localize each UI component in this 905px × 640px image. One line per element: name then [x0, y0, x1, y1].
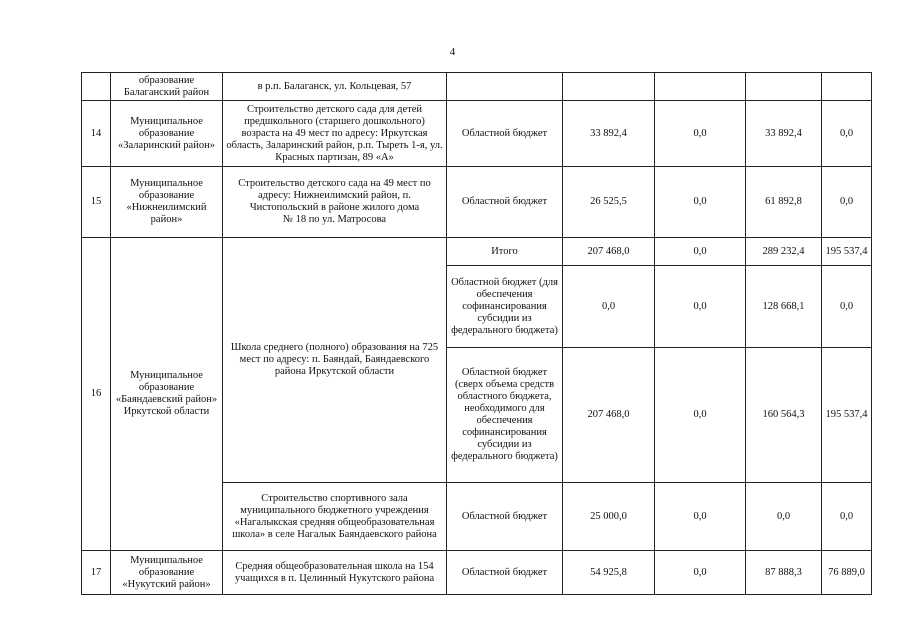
row-number-cell: 16 — [82, 238, 111, 551]
value-cell — [746, 73, 822, 101]
organization-cell: Муниципальное образование «Нукутский район» — [111, 551, 223, 595]
page-number: 4 — [449, 46, 456, 58]
value-cell: 33 892,4 — [563, 101, 655, 167]
organization-cell: Муниципальное образование «Баяндаевский район» Иркутской области — [111, 238, 223, 551]
row-number-cell: 14 — [82, 101, 111, 167]
value-cell: 61 892,8 — [746, 167, 822, 238]
value-cell — [563, 73, 655, 101]
value-cell — [655, 73, 746, 101]
value-cell: 0,0 — [655, 266, 746, 348]
object-text: Строительство детского сада на 49 мест по адресу: Нижнеилимский район, п. Чистопольский в районе жилого дома — [238, 178, 431, 213]
source-cell: Итого — [447, 238, 563, 266]
value-cell: 289 232,4 — [746, 238, 822, 266]
value-cell: 0,0 — [655, 483, 746, 551]
object-cell: Средняя общеобразовательная школа на 154 учащихся в п. Целинный Нукутского района — [223, 551, 447, 595]
object-cell — [223, 167, 447, 238]
source-cell: Областной бюджет — [447, 551, 563, 595]
organization-cell: Муниципальное образование «Нижнеилимский район» — [111, 167, 223, 238]
object-cell: в р.п. Балаганск, ул. Кольцевая, 57 — [223, 73, 447, 101]
value-cell — [822, 73, 872, 101]
value-cell: 0,0 — [822, 266, 872, 348]
source-cell: Областной бюджет — [447, 101, 563, 167]
value-cell: 0,0 — [655, 238, 746, 266]
object-cell: Строительство детского сада для детей предшкольного (старшего дошкольного) возраста на 49 мест по адресу: Иркутская область, Заларинский район, р.п. Тыреть 1-я, ул. Красных партизан, 89 «А» — [223, 101, 447, 167]
organization-cell: Муниципальное образование «Заларинский район» — [111, 101, 223, 167]
source-cell: Областной бюджет — [447, 483, 563, 551]
value-cell: 128 668,1 — [746, 266, 822, 348]
source-cell — [447, 73, 563, 101]
organization-cell: образование Балаганский район — [111, 73, 223, 101]
value-cell: 160 564,3 — [746, 348, 822, 483]
value-cell: 207 468,0 — [563, 238, 655, 266]
value-cell: 195 537,4 — [822, 238, 872, 266]
value-cell: 54 925,8 — [563, 551, 655, 595]
table-row — [82, 73, 872, 101]
value-cell: 0,0 — [822, 167, 872, 238]
value-cell: 195 537,4 — [822, 348, 872, 483]
source-cell: Областной бюджет (для обеспечения софинансирования субсидии из федерального бюджета) — [447, 266, 563, 348]
row-number-cell: 17 — [82, 551, 111, 595]
value-cell: 0,0 — [822, 101, 872, 167]
value-cell: 0,0 — [655, 348, 746, 483]
object-text: № 18 по ул. Матросова — [282, 214, 387, 225]
table-row — [82, 238, 872, 266]
value-cell: 0,0 — [746, 483, 822, 551]
object-cell: Строительство спортивного зала муниципального бюджетного учреждения «Нагалыкская средняя общеобразовательная школа» в селе Нагалык Баяндаевского района — [223, 483, 447, 551]
value-cell: 0,0 — [563, 266, 655, 348]
value-cell: 0,0 — [655, 551, 746, 595]
row-number-cell: 15 — [82, 167, 111, 238]
source-cell: Областной бюджет (сверх объема средств областного бюджета, необходимого для обеспечения софинансирования субсидии из федерального бюджета) — [447, 348, 563, 483]
table-row — [82, 101, 872, 167]
budget-table — [81, 72, 872, 595]
value-cell: 76 889,0 — [822, 551, 872, 595]
source-cell: Областной бюджет — [447, 167, 563, 238]
value-cell: 26 525,5 — [563, 167, 655, 238]
value-cell: 0,0 — [655, 167, 746, 238]
value-cell: 0,0 — [655, 101, 746, 167]
value-cell: 0,0 — [822, 483, 872, 551]
table-row — [82, 167, 872, 238]
value-cell: 33 892,4 — [746, 101, 822, 167]
value-cell: 87 888,3 — [746, 551, 822, 595]
value-cell: 207 468,0 — [563, 348, 655, 483]
value-cell: 25 000,0 — [563, 483, 655, 551]
table-row — [82, 551, 872, 595]
object-cell: Школа среднего (полного) образования на 725 мест по адресу: п. Баяндай, Баяндаевского района Иркутской области — [223, 238, 447, 483]
row-number-cell — [82, 73, 111, 101]
